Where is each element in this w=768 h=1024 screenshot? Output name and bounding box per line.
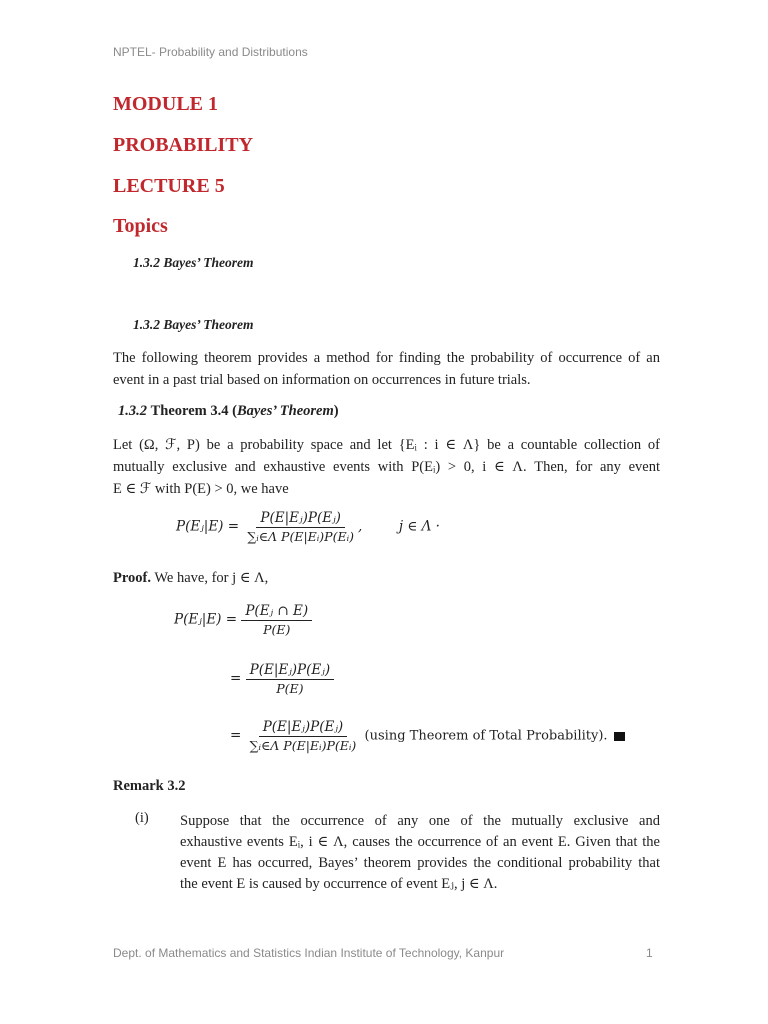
theorem-name: Bayes’ Theorem [236,403,334,419]
step3-note: (using Theorem of Total Probability). [364,728,608,744]
step3-fraction [246,719,361,753]
step1-numerator: P(Eⱼ ∩ E) [241,603,312,621]
topic-item: 1.3.2 Bayes’ Theorem [133,255,254,270]
theorem-line-3: E ∈ ℱ with P(E) > 0, we have [113,481,289,497]
bayes-condition: j ∈ Λ · [398,518,440,535]
theorem-number: 1.3.2 [118,403,147,419]
step3-denominator: ∑ᵢ∈Λ P(E|Eᵢ)P(Eᵢ) [249,738,357,753]
proof-label: Proof. [113,570,151,586]
theorem-line-2: mutually exclusive and exhaustive events with P(Eᵢ) > 0, i ∈ Λ. Then, for any event [113,459,660,475]
module-heading: MODULE 1 [113,93,218,115]
step2-denominator: P(E) [276,681,304,696]
bayes-denominator: ∑ᵢ∈Λ P(E|Eᵢ)P(Eᵢ) [247,529,354,544]
page-number: 1 [646,946,653,960]
proof-intro [113,570,268,587]
bayes-fraction [243,510,358,544]
remark-item-label: (i) [135,810,149,826]
topics-heading: Topics [113,215,168,237]
bayes-numerator: P(E|Eⱼ)P(Eⱼ) [256,510,344,528]
step1-lhs: P(Eⱼ|E) = [174,611,238,628]
step2-fraction [246,662,334,696]
remark-title: Remark 3.2 [113,778,186,794]
bayes-formula [176,510,440,544]
proof-step-1 [174,603,312,637]
step2-eq: = [230,670,242,687]
document-footer: Dept. of Mathematics and Statistics Indian Institute of Technology, Kanpur [113,946,505,960]
remark-line-1: Suppose that the occurrence of any one of the mutually exclusive and [180,813,660,829]
step3-numerator: P(E|Eⱼ)P(Eⱼ) [259,719,347,737]
proof-text: We have, for j ∈ Λ, [151,570,269,586]
subject-heading: PROBABILITY [113,134,254,156]
theorem-heading [118,403,339,420]
step1-fraction [241,603,312,637]
intro-paragraph: The following theorem provides a method for finding the probability of occurrence of an event in a past trial based on information on occurrences in future trials. [113,350,660,388]
bayes-lhs: P(Eⱼ|E) = [176,518,240,535]
qed-square-icon [614,732,625,741]
bayes-tail: , [357,518,363,535]
lecture-heading: LECTURE 5 [113,175,225,197]
theorem-line-1: Let (Ω, ℱ, P) be a probability space and let {Eᵢ : i ∈ Λ} be a countable collection of [113,437,660,453]
remark-line-2: exhaustive events Eᵢ, i ∈ Λ, causes the occurrence of an event E. Given that the [180,834,660,850]
theorem-label: Theorem 3.4 ( [150,403,237,419]
step2-numerator: P(E|Eⱼ)P(Eⱼ) [246,662,334,680]
step1-denominator: P(E) [263,622,291,637]
document-header: NPTEL- Probability and Distributions [113,45,308,59]
remark-line-3: event E has occurred, Bayes’ theorem provides the conditional probability that [180,855,660,871]
proof-step-3 [230,719,625,753]
theorem-close: ) [333,403,339,419]
section-title: 1.3.2 Bayes’ Theorem [133,317,254,332]
step3-eq: = [230,727,242,744]
remark-line-4: the event E is caused by occurrence of event Eⱼ, j ∈ Λ. [180,876,498,892]
proof-step-2 [230,662,334,696]
